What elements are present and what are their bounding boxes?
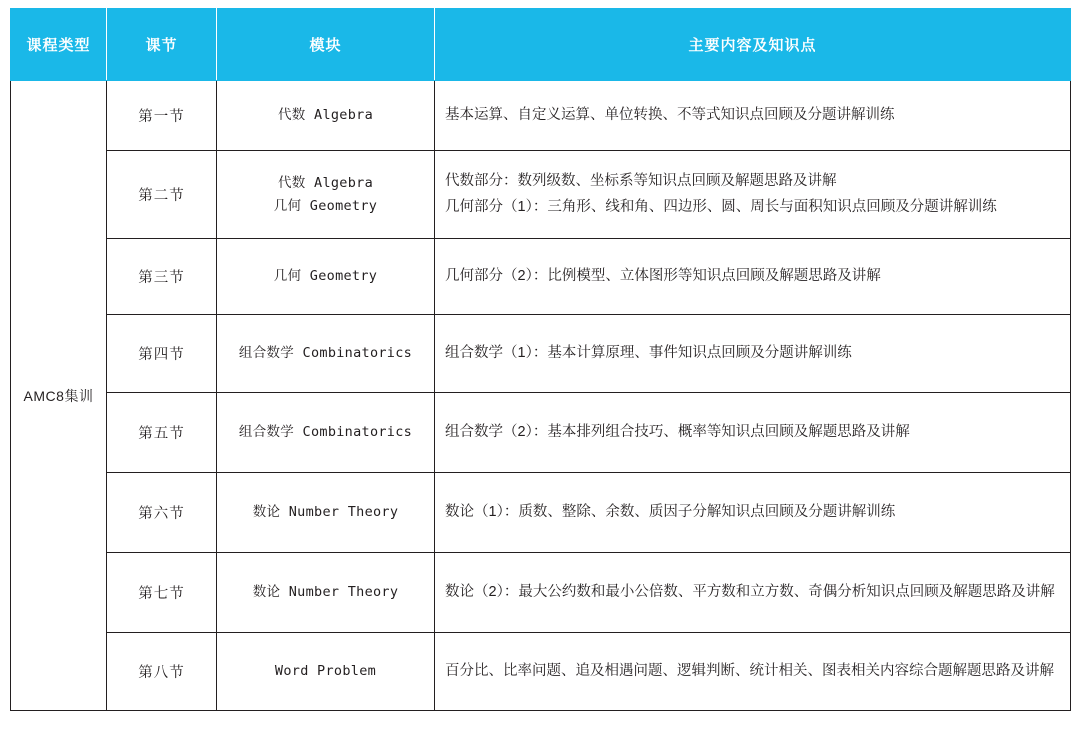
content-line: 组合数学（2）：基本排列组合技巧、概率等知识点回顾及解题思路及讲解 xyxy=(445,423,910,440)
lesson-cell: 第三节 xyxy=(107,239,217,315)
lesson-cell: 第四节 xyxy=(107,315,217,393)
content-line: 百分比、比率问题、追及相遇问题、逻辑判断、统计相关、图表相关内容综合题解题思路及讲解 xyxy=(445,662,1054,679)
content-cell xyxy=(435,473,1071,553)
module-cell xyxy=(217,151,435,239)
table-row xyxy=(11,81,1071,151)
table-body xyxy=(11,81,1071,711)
module-cell xyxy=(217,81,435,151)
column-header-course-type: 课程类型 xyxy=(11,9,107,81)
module-line: 组合数学 Combinatorics xyxy=(238,345,413,362)
table-header xyxy=(11,9,1071,81)
content-cell xyxy=(435,633,1071,711)
content-line: 数论（2）：最大公约数和最小公倍数、平方数和立方数、奇偶分析知识点回顾及解题思路及讲解 xyxy=(445,583,1055,600)
module-cell xyxy=(217,473,435,553)
module-cell xyxy=(217,553,435,633)
course-outline-table xyxy=(10,8,1071,711)
table-row xyxy=(11,553,1071,633)
table-row xyxy=(11,239,1071,315)
lesson-cell: 第五节 xyxy=(107,393,217,473)
content-line: 几何部分（1）：三角形、线和角、四边形、圆、周长与面积知识点回顾及分题讲解训练 xyxy=(445,198,997,215)
module-line: 代数 Algebra xyxy=(277,174,374,191)
content-line: 几何部分（2）：比例模型、立体图形等知识点回顾及解题思路及讲解 xyxy=(445,267,881,284)
content-line: 组合数学（1）：基本计算原理、事件知识点回顾及分题讲解训练 xyxy=(445,344,852,361)
module-line: 代数 Algebra xyxy=(277,107,374,124)
content-cell xyxy=(435,151,1071,239)
module-line: Word Problem xyxy=(274,663,377,680)
module-cell xyxy=(217,393,435,473)
content-line: 代数部分：数列级数、坐标系等知识点回顾及解题思路及讲解 xyxy=(445,173,837,190)
column-header-content: 主要内容及知识点 xyxy=(435,9,1071,81)
table-row xyxy=(11,633,1071,711)
content-line: 数论（1）：质数、整除、余数、质因子分解知识点回顾及分题讲解训练 xyxy=(445,503,896,520)
module-line: 数论 Number Theory xyxy=(252,584,399,601)
module-line: 几何 Geometry xyxy=(273,268,378,285)
module-cell xyxy=(217,315,435,393)
lesson-cell: 第六节 xyxy=(107,473,217,553)
lesson-cell: 第二节 xyxy=(107,151,217,239)
content-cell xyxy=(435,393,1071,473)
column-header-module: 模块 xyxy=(217,9,435,81)
content-cell xyxy=(435,81,1071,151)
content-cell xyxy=(435,239,1071,315)
table-row xyxy=(11,393,1071,473)
content-cell xyxy=(435,553,1071,633)
module-line: 数论 Number Theory xyxy=(252,504,399,521)
lesson-cell: 第七节 xyxy=(107,553,217,633)
course-type-cell: AMC8集训 xyxy=(11,81,107,711)
content-line: 基本运算、自定义运算、单位转换、不等式知识点回顾及分题讲解训练 xyxy=(445,106,895,123)
lesson-cell: 第八节 xyxy=(107,633,217,711)
table-row xyxy=(11,473,1071,553)
column-header-lesson: 课节 xyxy=(107,9,217,81)
table-header-row xyxy=(11,9,1071,81)
module-line: 几何 Geometry xyxy=(273,197,378,214)
module-line: 组合数学 Combinatorics xyxy=(238,424,413,441)
table-row xyxy=(11,151,1071,239)
module-cell xyxy=(217,633,435,711)
content-cell xyxy=(435,315,1071,393)
module-cell xyxy=(217,239,435,315)
lesson-cell: 第一节 xyxy=(107,81,217,151)
table-row xyxy=(11,315,1071,393)
